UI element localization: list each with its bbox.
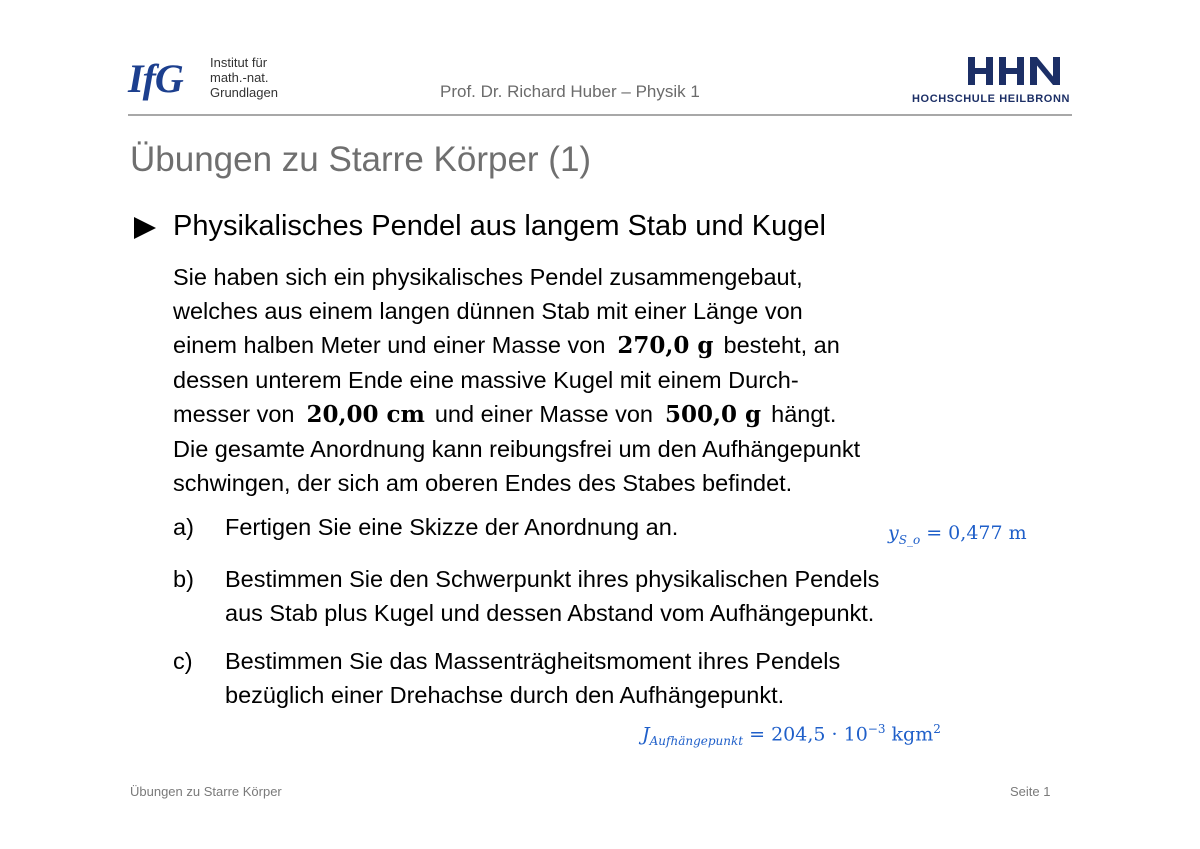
item-marker: c) xyxy=(173,648,193,674)
item-line: Fertigen Sie eine Skizze der Anordnung an. xyxy=(225,514,679,540)
paragraph-text: und einer Masse von xyxy=(434,401,653,427)
triangle-right-icon xyxy=(132,215,158,241)
paragraph-line xyxy=(173,397,1073,432)
hhn-subtitle: HOCHSCHULE HEILBRONN xyxy=(912,93,1071,105)
ifg-logo-letters: IfG xyxy=(128,56,183,101)
hhn-logo xyxy=(908,55,1073,110)
answer-subscript: Aufhängepunkt xyxy=(649,734,744,749)
task-description xyxy=(173,260,1073,500)
paragraph-line: welches aus einem langen dünnen Stab mit einer Länge von xyxy=(173,298,803,324)
item-marker: a) xyxy=(173,514,194,540)
answer-center-of-mass xyxy=(888,522,1027,547)
hhn-mark-icon xyxy=(908,55,1073,95)
item-line: aus Stab plus Kugel und dessen Abstand vom Aufhängepunkt. xyxy=(225,600,875,626)
answer-exponent: −3 xyxy=(867,722,886,736)
answer-value: = 204,5 · 10 xyxy=(743,723,868,746)
answer-variable: J xyxy=(642,723,650,746)
paragraph-line: Sie haben sich ein physikalisches Pendel zusammengebaut, xyxy=(173,264,803,290)
answer-unit-exponent: 2 xyxy=(933,722,941,736)
paragraph-line: dessen unterem Ende eine massive Kugel mit einem Durch- xyxy=(173,367,799,393)
paragraph-text: hängt. xyxy=(771,401,837,427)
answer-unit: kgm xyxy=(885,723,934,746)
header-divider xyxy=(128,114,1072,116)
answer-moment-of-inertia xyxy=(642,722,941,748)
page-number: Seite 1 xyxy=(1010,784,1051,799)
paragraph-line: schwingen, der sich am oberen Endes des Stabes befindet. xyxy=(173,470,793,496)
institute-line: math.-nat. xyxy=(210,70,269,85)
ifg-logo xyxy=(128,55,303,110)
sphere-mass-value: 500,0 g xyxy=(665,401,762,428)
sphere-diameter-value: 20,00 cm xyxy=(306,401,425,428)
answer-variable: y xyxy=(888,522,899,544)
paragraph-line: Die gesamte Anordnung kann reibungsfrei um den Aufhängepunkt xyxy=(173,436,861,462)
institute-line: Grundlagen xyxy=(210,85,278,100)
paragraph-line xyxy=(173,328,1073,363)
item-line: Bestimmen Sie den Schwerpunkt ihres physikalischen Pendels xyxy=(225,566,880,592)
paragraph-text: messer von xyxy=(173,401,295,427)
slide-title: Übungen zu Starre Körper (1) xyxy=(130,140,592,179)
header-title: Prof. Dr. Richard Huber – Physik 1 xyxy=(440,82,700,101)
item-line: bezüglich einer Drehachse durch den Aufhängepunkt. xyxy=(225,682,785,708)
paragraph-text: einem halben Meter und einer Masse von xyxy=(173,332,606,358)
task-heading: Physikalisches Pendel aus langem Stab und Kugel xyxy=(173,210,826,242)
item-marker: b) xyxy=(173,566,194,592)
paragraph-text: besteht, an xyxy=(723,332,840,358)
institute-name xyxy=(210,55,278,100)
answer-value: = 0,477 m xyxy=(920,522,1027,544)
institute-line: Institut für xyxy=(210,55,268,70)
footer-title: Übungen zu Starre Körper xyxy=(130,784,282,799)
item-line: Bestimmen Sie das Massenträgheitsmoment ihres Pendels xyxy=(225,648,841,674)
answer-subscript: S_o xyxy=(898,532,921,547)
rod-mass-value: 270,0 g xyxy=(617,332,714,359)
